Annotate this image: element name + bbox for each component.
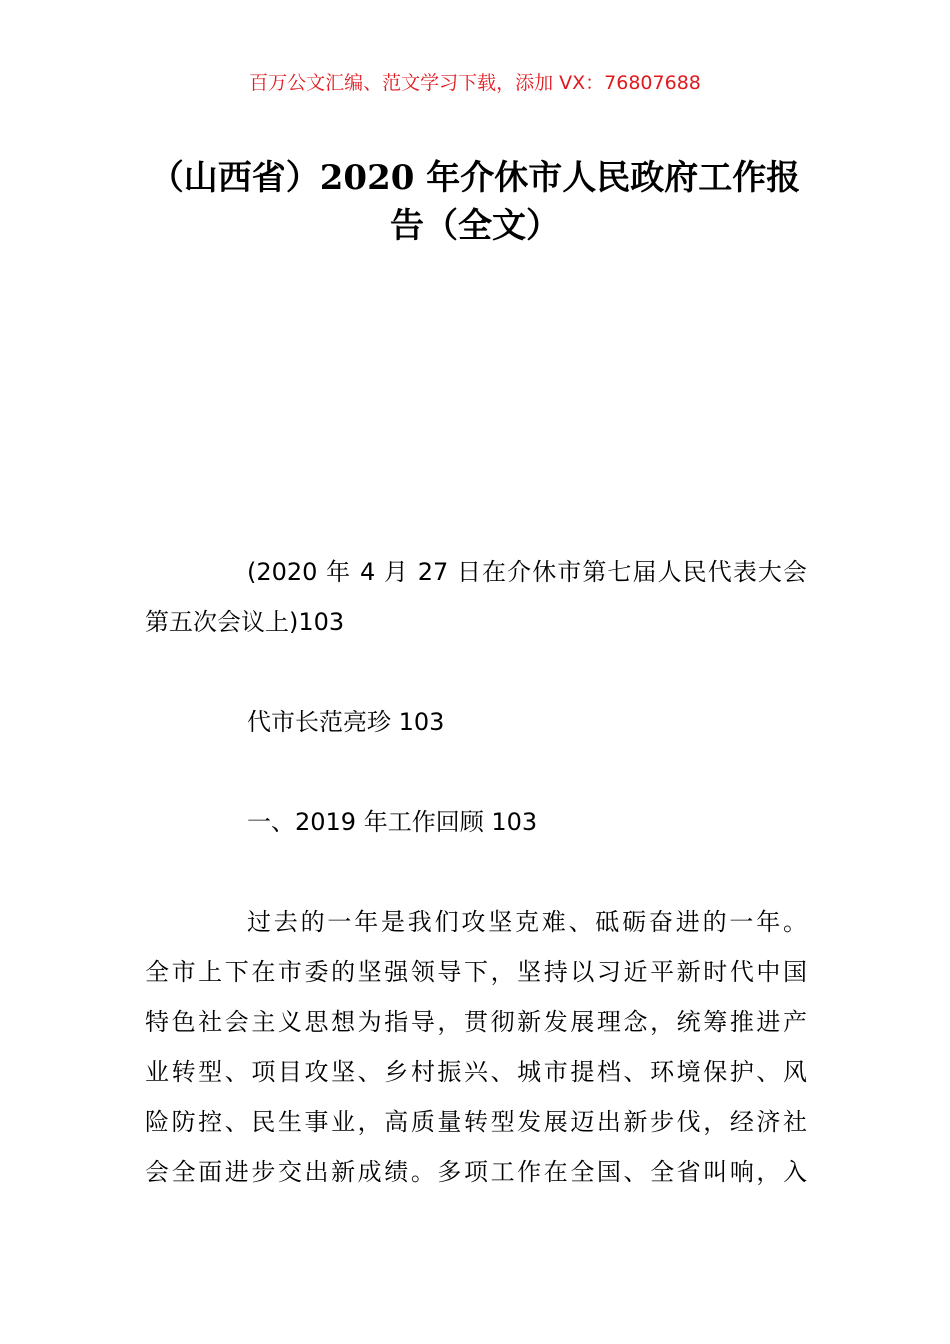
paragraph-line: 会全面进步交出新成绩。多项工作在全国、全省叫响，入 (145, 1158, 807, 1186)
paragraph-line: 特色社会主义思想为指导，贯彻新发展理念，统筹推进产 (145, 1008, 807, 1036)
paragraph-line: 业转型、项目攻坚、乡村振兴、城市提档、环境保护、风 (145, 1058, 807, 1086)
section-heading: 一、2019 年工作回顾 103 (247, 808, 538, 836)
document-title-line-2: 告（全文） (390, 206, 560, 246)
meeting-info-line-1: (2020 年 4 月 27 日在介休市第七届人民代表大会 (247, 558, 807, 586)
paragraph-line: 过去的一年是我们攻坚克难、砥砺奋进的一年。 (247, 908, 807, 936)
meeting-info-line-2: 第五次会议上)103 (145, 608, 345, 636)
speaker-line: 代市长范亮珍 103 (247, 708, 445, 736)
document-title-line-1: （山西省）2020 年介休市人民政府工作报 (149, 158, 801, 198)
paragraph-line: 险防控、民生事业，高质量转型发展迈出新步伐，经济社 (145, 1108, 807, 1136)
paragraph-line: 全市上下在市委的坚强领导下，坚持以习近平新时代中国 (145, 958, 807, 986)
promo-header: 百万公文汇编、范文学习下载，添加 VX：76807688 (249, 72, 701, 94)
